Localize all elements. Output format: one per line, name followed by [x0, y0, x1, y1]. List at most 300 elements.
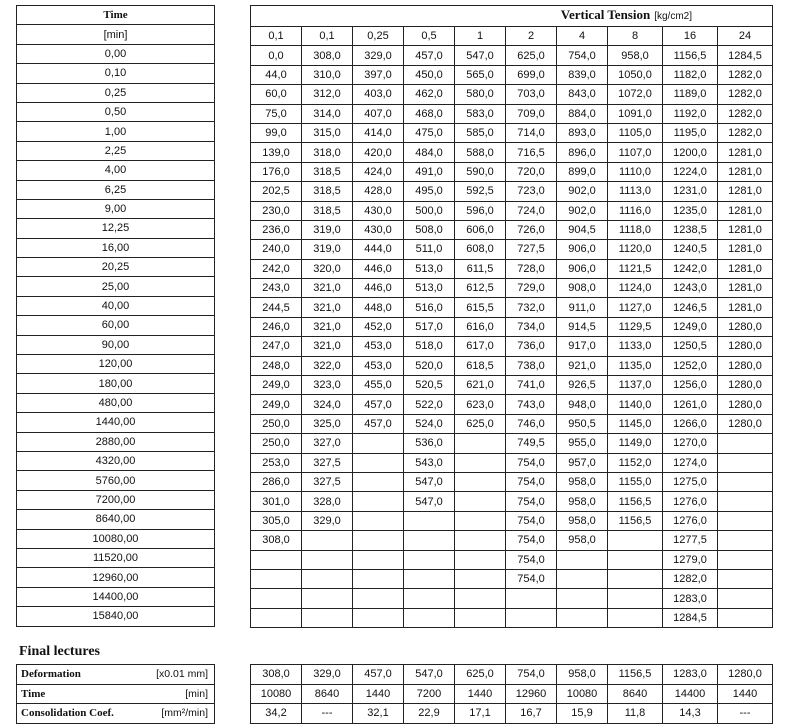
table-cell: 1137,0 [608, 376, 663, 395]
table-cell: 1192,0 [663, 104, 718, 123]
table-cell: 606,0 [455, 220, 506, 239]
table-cell [455, 550, 506, 569]
table-cell: 491,0 [404, 162, 455, 181]
table-cell: 1281,0 [718, 201, 773, 220]
table-cell [302, 531, 353, 550]
table-cell: 430,0 [353, 201, 404, 220]
table-cell: 484,0 [404, 143, 455, 162]
table-cell: 893,0 [557, 123, 608, 142]
final-time-cell: 10080 [557, 684, 608, 704]
table-row [251, 395, 773, 414]
table-cell [404, 608, 455, 627]
load-header: 0,5 [404, 27, 455, 46]
final-time-row [251, 684, 773, 704]
table-row [251, 85, 773, 104]
vertical-tension-title-cell [251, 6, 773, 27]
table-cell: 754,0 [506, 472, 557, 491]
table-cell: 428,0 [353, 182, 404, 201]
table-cell: 1280,0 [718, 414, 773, 433]
table-row [251, 46, 773, 65]
table-cell: 723,0 [506, 182, 557, 201]
table-cell: 1127,0 [608, 298, 663, 317]
time-cell: 0,50 [17, 102, 215, 121]
table-row [251, 550, 773, 569]
table-cell: 754,0 [506, 511, 557, 530]
coef-unit: [mm²/min] [161, 707, 208, 719]
time-cell: 1440,00 [17, 413, 215, 432]
time-cell: 25,00 [17, 277, 215, 296]
table-cell: 1156,5 [663, 46, 718, 65]
table-row [251, 220, 773, 239]
table-cell: 955,0 [557, 434, 608, 453]
table-cell: 1281,0 [718, 162, 773, 181]
time-cell: 90,00 [17, 335, 215, 354]
table-cell: 1156,5 [608, 511, 663, 530]
final-coef-row [251, 704, 773, 724]
final-coef-cell: 17,1 [455, 704, 506, 724]
table-cell: 1276,0 [663, 492, 718, 511]
table-cell: 1231,0 [663, 182, 718, 201]
table-row [251, 317, 773, 336]
table-cell [718, 589, 773, 608]
final-deformation-cell: 457,0 [353, 665, 404, 685]
time-row [17, 607, 215, 626]
table-cell: 511,0 [404, 240, 455, 259]
table-cell: 625,0 [506, 46, 557, 65]
table-cell: 618,5 [455, 356, 506, 375]
time-row [17, 335, 215, 354]
table-cell: 926,5 [557, 376, 608, 395]
table-cell: 247,0 [251, 337, 302, 356]
table-cell: 1282,0 [718, 104, 773, 123]
table-cell: 749,5 [506, 434, 557, 453]
table-cell: 616,0 [455, 317, 506, 336]
table-cell: 958,0 [557, 511, 608, 530]
table-cell: 1266,0 [663, 414, 718, 433]
table-cell: 1281,0 [718, 298, 773, 317]
table-cell: 1261,0 [663, 395, 718, 414]
table-cell: 308,0 [302, 46, 353, 65]
table-cell: 453,0 [353, 356, 404, 375]
table-cell: 444,0 [353, 240, 404, 259]
deformation-unit: [x0.01 mm] [156, 668, 208, 680]
time-row [17, 238, 215, 257]
table-cell [455, 492, 506, 511]
time-row [17, 180, 215, 199]
table-row [251, 453, 773, 472]
table-cell: 242,0 [251, 259, 302, 278]
time-row [17, 393, 215, 412]
table-cell: 1277,5 [663, 531, 718, 550]
table-cell: 958,0 [557, 492, 608, 511]
time-row [17, 296, 215, 315]
time-row [17, 374, 215, 393]
table-cell [302, 550, 353, 569]
table-cell: 754,0 [506, 531, 557, 550]
final-deformation-row [251, 665, 773, 685]
table-cell [251, 589, 302, 608]
table-cell: 611,5 [455, 259, 506, 278]
table-cell: 1238,5 [663, 220, 718, 239]
final-time-cell: 12960 [506, 684, 557, 704]
table-cell [455, 608, 506, 627]
final-deformation-cell: 754,0 [506, 665, 557, 685]
table-cell [718, 531, 773, 550]
table-cell: 520,0 [404, 356, 455, 375]
table-cell: 741,0 [506, 376, 557, 395]
table-cell [718, 569, 773, 588]
table-cell: 1124,0 [608, 279, 663, 298]
table-cell: 1050,0 [608, 65, 663, 84]
table-cell: 524,0 [404, 414, 455, 433]
time-cell: 180,00 [17, 374, 215, 393]
final-labels-table [16, 664, 215, 724]
table-cell: 321,0 [302, 337, 353, 356]
time-cell: 0,25 [17, 83, 215, 102]
table-cell: 457,0 [404, 46, 455, 65]
table-cell [353, 453, 404, 472]
table-cell: 520,5 [404, 376, 455, 395]
table-cell: 457,0 [353, 395, 404, 414]
table-cell: 615,5 [455, 298, 506, 317]
table-row [251, 492, 773, 511]
table-cell: 1149,0 [608, 434, 663, 453]
final-lectures-title: Final lectures [19, 644, 101, 659]
table-cell: 301,0 [251, 492, 302, 511]
table-cell: 397,0 [353, 65, 404, 84]
table-cell: 1280,0 [718, 356, 773, 375]
time-cell: 7200,00 [17, 490, 215, 509]
time-header: Time [17, 6, 215, 25]
table-cell: 1110,0 [608, 162, 663, 181]
load-header: 0,25 [353, 27, 404, 46]
final-deformation-cell: 1156,5 [608, 665, 663, 685]
table-cell: 308,0 [251, 531, 302, 550]
table-row [251, 356, 773, 375]
table-cell [557, 569, 608, 588]
time-cell: 12960,00 [17, 568, 215, 587]
table-cell [353, 531, 404, 550]
table-cell: 1072,0 [608, 85, 663, 104]
table-cell: 1195,0 [663, 123, 718, 142]
time-table [16, 5, 215, 627]
table-cell [404, 531, 455, 550]
table-cell: 1156,5 [608, 492, 663, 511]
time-cell: 16,00 [17, 238, 215, 257]
table-cell: 1182,0 [663, 65, 718, 84]
table-cell: 202,5 [251, 182, 302, 201]
table-cell: 455,0 [353, 376, 404, 395]
table-cell: 75,0 [251, 104, 302, 123]
table-cell: 513,0 [404, 259, 455, 278]
table-cell: 244,5 [251, 298, 302, 317]
table-cell: 746,0 [506, 414, 557, 433]
table-cell: 420,0 [353, 143, 404, 162]
table-cell: 950,5 [557, 414, 608, 433]
table-cell [557, 550, 608, 569]
table-cell: 1243,0 [663, 279, 718, 298]
load-header: 4 [557, 27, 608, 46]
time-cell: 4320,00 [17, 451, 215, 470]
table-cell: 1270,0 [663, 434, 718, 453]
time-cell: 10080,00 [17, 529, 215, 548]
table-cell: 0,0 [251, 46, 302, 65]
table-cell: 324,0 [302, 395, 353, 414]
table-row [251, 240, 773, 259]
table-cell [455, 453, 506, 472]
table-cell: 318,5 [302, 162, 353, 181]
table-cell: 899,0 [557, 162, 608, 181]
table-cell [353, 492, 404, 511]
coef-label: Consolidation Coef. [21, 707, 114, 720]
table-cell: 319,0 [302, 240, 353, 259]
table-cell: 902,0 [557, 201, 608, 220]
table-cell: 754,0 [506, 492, 557, 511]
table-cell: 1280,0 [718, 337, 773, 356]
table-cell [353, 550, 404, 569]
table-cell: 468,0 [404, 104, 455, 123]
table-cell: 906,0 [557, 240, 608, 259]
final-time-cell: 8640 [608, 684, 663, 704]
table-cell: 414,0 [353, 123, 404, 142]
table-cell: 917,0 [557, 337, 608, 356]
table-cell [404, 550, 455, 569]
table-cell: 732,0 [506, 298, 557, 317]
table-cell: 314,0 [302, 104, 353, 123]
time-row [17, 277, 215, 296]
table-row [251, 472, 773, 491]
table-row [251, 511, 773, 530]
time-unit: [min] [17, 25, 215, 44]
table-cell: 709,0 [506, 104, 557, 123]
table-cell: 243,0 [251, 279, 302, 298]
time-row [17, 548, 215, 567]
final-coef-cell: 32,1 [353, 704, 404, 724]
table-cell: 1281,0 [718, 259, 773, 278]
table-cell: 318,5 [302, 201, 353, 220]
table-cell: 518,0 [404, 337, 455, 356]
table-cell [353, 589, 404, 608]
load-header: 16 [663, 27, 718, 46]
table-cell: 884,0 [557, 104, 608, 123]
table-cell: 754,0 [506, 550, 557, 569]
table-row [251, 182, 773, 201]
time-cell: 15840,00 [17, 607, 215, 626]
table-cell: 716,5 [506, 143, 557, 162]
time-row [17, 102, 215, 121]
table-cell: 248,0 [251, 356, 302, 375]
table-cell: 176,0 [251, 162, 302, 181]
table-cell: 500,0 [404, 201, 455, 220]
table-row [251, 123, 773, 142]
load-header: 8 [608, 27, 663, 46]
table-cell: 475,0 [404, 123, 455, 142]
table-cell: 516,0 [404, 298, 455, 317]
table-cell: 457,0 [353, 414, 404, 433]
table-cell: 921,0 [557, 356, 608, 375]
table-cell: 743,0 [506, 395, 557, 414]
time-cell: 60,00 [17, 316, 215, 335]
final-values-table [250, 664, 773, 724]
table-cell: 60,0 [251, 85, 302, 104]
table-cell: 325,0 [302, 414, 353, 433]
table-cell: 1276,0 [663, 511, 718, 530]
load-header: 24 [718, 27, 773, 46]
time-row [17, 219, 215, 238]
table-cell: 329,0 [302, 511, 353, 530]
time-row [17, 316, 215, 335]
table-cell: 253,0 [251, 453, 302, 472]
table-cell: 1280,0 [718, 395, 773, 414]
time-cell: 2880,00 [17, 432, 215, 451]
final-time-cell: 1440 [718, 684, 773, 704]
table-cell: 1282,0 [718, 123, 773, 142]
time-row [17, 64, 215, 83]
table-row [251, 259, 773, 278]
table-cell: 896,0 [557, 143, 608, 162]
final-time-cell: 10080 [251, 684, 302, 704]
table-row [251, 143, 773, 162]
load-header: 0,1 [251, 27, 302, 46]
table-cell: 1246,5 [663, 298, 718, 317]
table-cell: 513,0 [404, 279, 455, 298]
table-cell: 318,5 [302, 182, 353, 201]
load-header: 1 [455, 27, 506, 46]
table-cell: 249,0 [251, 376, 302, 395]
final-deformation-cell: 1283,0 [663, 665, 718, 685]
table-cell: 958,0 [557, 472, 608, 491]
table-cell [455, 531, 506, 550]
table-cell: 318,0 [302, 143, 353, 162]
table-cell: 904,5 [557, 220, 608, 239]
table-cell [718, 511, 773, 530]
table-cell: 1281,0 [718, 220, 773, 239]
table-cell: 240,0 [251, 240, 302, 259]
table-cell: 1282,0 [718, 85, 773, 104]
table-cell: 623,0 [455, 395, 506, 414]
table-cell: 583,0 [455, 104, 506, 123]
table-cell: 729,0 [506, 279, 557, 298]
table-cell: 495,0 [404, 182, 455, 201]
table-cell: 249,0 [251, 395, 302, 414]
table-cell: 522,0 [404, 395, 455, 414]
table-cell: 322,0 [302, 356, 353, 375]
time-row [17, 568, 215, 587]
time-row [17, 490, 215, 509]
table-cell: 230,0 [251, 201, 302, 220]
table-cell: 329,0 [353, 46, 404, 65]
table-cell: 1129,5 [608, 317, 663, 336]
table-cell: 1200,0 [663, 143, 718, 162]
table-cell [455, 511, 506, 530]
final-deformation-cell: 625,0 [455, 665, 506, 685]
table-cell: 911,0 [557, 298, 608, 317]
table-cell: 1252,0 [663, 356, 718, 375]
table-cell: 906,0 [557, 259, 608, 278]
table-cell: 958,0 [557, 531, 608, 550]
table-cell: 1135,0 [608, 356, 663, 375]
table-cell: 1284,5 [663, 608, 718, 627]
table-cell [718, 453, 773, 472]
table-cell: 727,5 [506, 240, 557, 259]
table-cell: 1250,5 [663, 337, 718, 356]
final-coef-cell: 16,7 [506, 704, 557, 724]
table-cell: 699,0 [506, 65, 557, 84]
time-row [17, 587, 215, 606]
table-cell: 728,0 [506, 259, 557, 278]
table-cell: 403,0 [353, 85, 404, 104]
table-cell: 754,0 [506, 453, 557, 472]
time-cell: 120,00 [17, 355, 215, 374]
final-coef-cell: 14,3 [663, 704, 718, 724]
table-cell: 908,0 [557, 279, 608, 298]
table-row [251, 569, 773, 588]
table-cell: 1145,0 [608, 414, 663, 433]
final-coef-cell: 15,9 [557, 704, 608, 724]
tension-table [250, 5, 773, 628]
table-cell: 580,0 [455, 85, 506, 104]
table-row [251, 531, 773, 550]
table-cell: 1280,0 [718, 317, 773, 336]
table-cell: 1116,0 [608, 201, 663, 220]
final-deformation-cell: 547,0 [404, 665, 455, 685]
table-cell [455, 569, 506, 588]
table-cell: 617,0 [455, 337, 506, 356]
load-header: 2 [506, 27, 557, 46]
table-cell: 547,0 [404, 492, 455, 511]
table-cell: 839,0 [557, 65, 608, 84]
table-cell: 736,0 [506, 337, 557, 356]
table-cell: 590,0 [455, 162, 506, 181]
table-cell [353, 434, 404, 453]
table-cell: 315,0 [302, 123, 353, 142]
table-cell: 1155,0 [608, 472, 663, 491]
table-cell: 1249,0 [663, 317, 718, 336]
table-cell: 536,0 [404, 434, 455, 453]
table-cell [718, 472, 773, 491]
time-cell: 0,10 [17, 64, 215, 83]
table-cell: 327,0 [302, 434, 353, 453]
table-cell [718, 550, 773, 569]
table-row [251, 104, 773, 123]
table-row [251, 434, 773, 453]
final-deformation-cell: 329,0 [302, 665, 353, 685]
time-row [17, 529, 215, 548]
time-cell: 11520,00 [17, 548, 215, 567]
table-cell [557, 608, 608, 627]
time-row [17, 83, 215, 102]
table-cell [353, 472, 404, 491]
time-row [17, 451, 215, 470]
table-cell: 1140,0 [608, 395, 663, 414]
table-cell: 99,0 [251, 123, 302, 142]
table-cell: 424,0 [353, 162, 404, 181]
final-time-cell: 8640 [302, 684, 353, 704]
table-cell: 547,0 [404, 472, 455, 491]
table-cell: 621,0 [455, 376, 506, 395]
table-cell: 430,0 [353, 220, 404, 239]
table-cell: 323,0 [302, 376, 353, 395]
table-cell [251, 550, 302, 569]
table-cell: 305,0 [251, 511, 302, 530]
table-cell: 1281,0 [718, 240, 773, 259]
vertical-tension-title: Vertical Tension [560, 7, 651, 22]
table-cell: 1281,0 [718, 143, 773, 162]
time-row [17, 199, 215, 218]
table-cell [404, 511, 455, 530]
table-cell: 547,0 [455, 46, 506, 65]
table-cell: 1283,0 [663, 589, 718, 608]
